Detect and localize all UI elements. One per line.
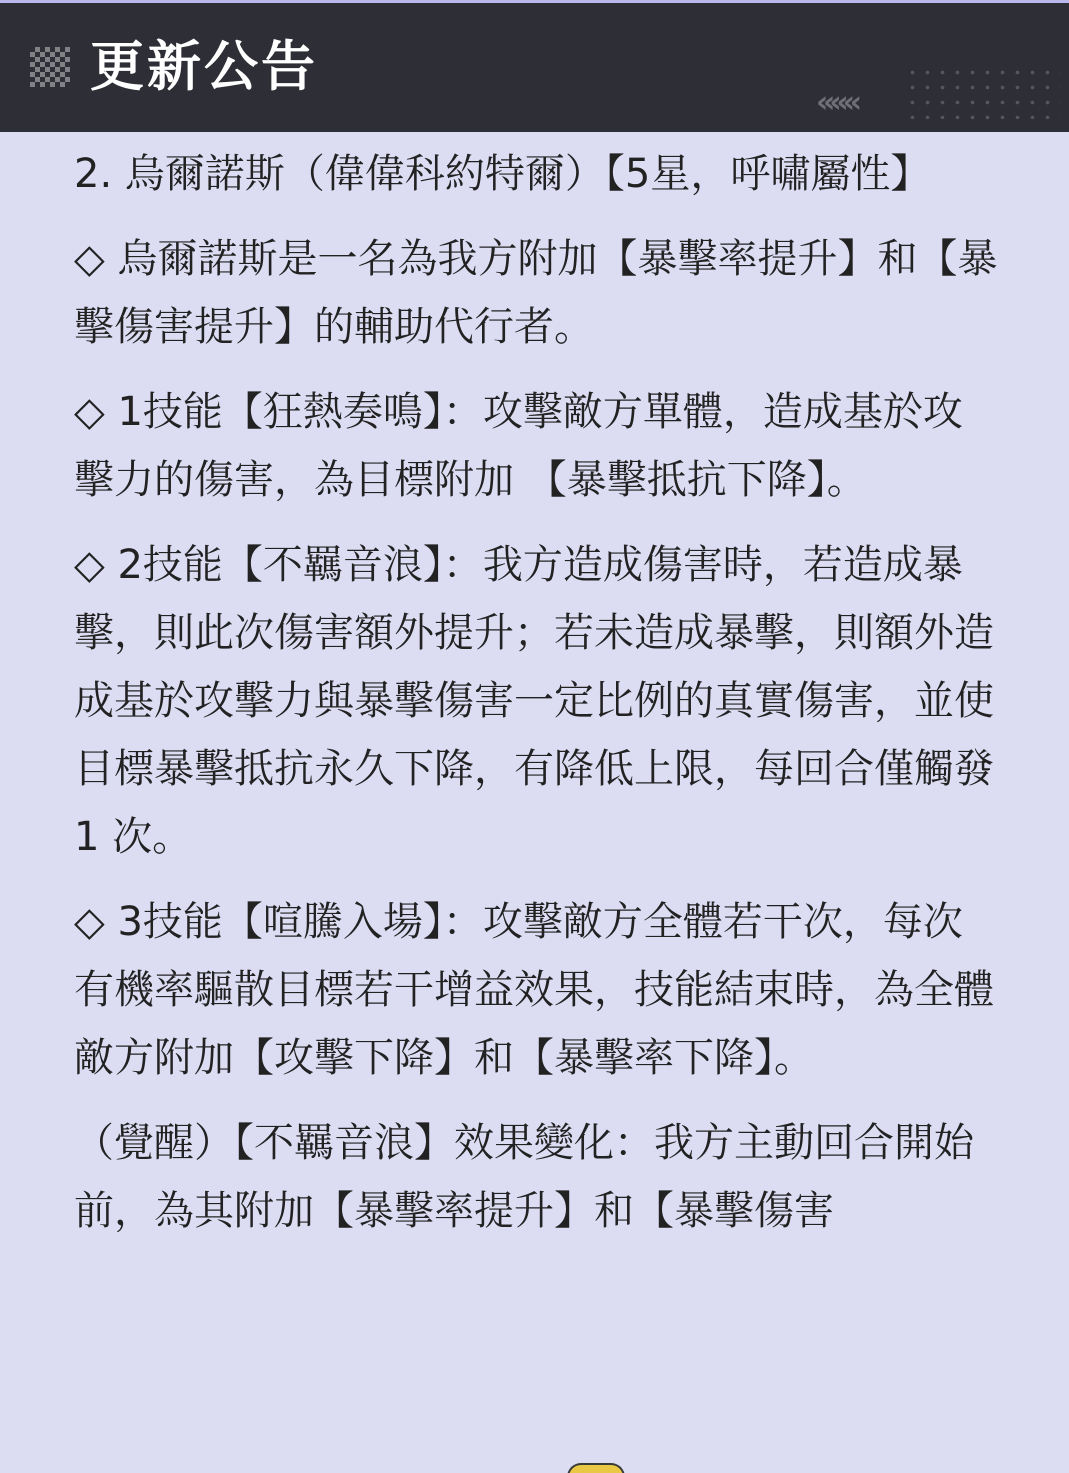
character-heading: 2. 烏爾諾斯（偉偉科約特爾）【5星，呼嘯屬性】: [74, 151, 931, 197]
chevrons-left-icon[interactable]: «««: [816, 85, 857, 120]
skill-2-description: ◇ 2技能【不羈音浪】：我方造成傷害時，若造成暴擊，則此次傷害額外提升；若未造成暴擊，則額外造成基於攻擊力與暴擊傷害一定比例的真實傷害，並使目標暴擊抵抗永久下降，有降低上限，每回合僅觸發 1 次。: [74, 542, 994, 860]
skill-3-description: ◇ 3技能【喧騰入場】：攻擊敵方全體若干次，每次有機率驅散目標若干增益效果，技能結束時，為全體敵方附加【攻擊下降】和【暴擊率下降】。: [74, 899, 994, 1081]
mascot-icon: [567, 1463, 625, 1473]
announcement-body: [74, 140, 999, 1262]
grid-pattern-icon: [30, 47, 70, 87]
announcement-header: [0, 3, 1069, 132]
dot-grid-decoration: [905, 65, 1061, 119]
skill-1-description: ◇ 1技能【狂熱奏鳴】：攻擊敵方單體，造成基於攻擊力的傷害，為目標附加 【暴擊抵抗下降】。: [74, 389, 963, 503]
character-intro: ◇ 烏爾諾斯是一名為我方附加【暴擊率提升】和【暴擊傷害提升】的輔助代行者。: [74, 236, 998, 350]
awakening-description: （覺醒）【不羈音浪】效果變化：我方主動回合開始前，為其附加【暴擊率提升】和【暴擊傷害: [74, 1120, 974, 1234]
page-title: 更新公告: [90, 35, 318, 98]
